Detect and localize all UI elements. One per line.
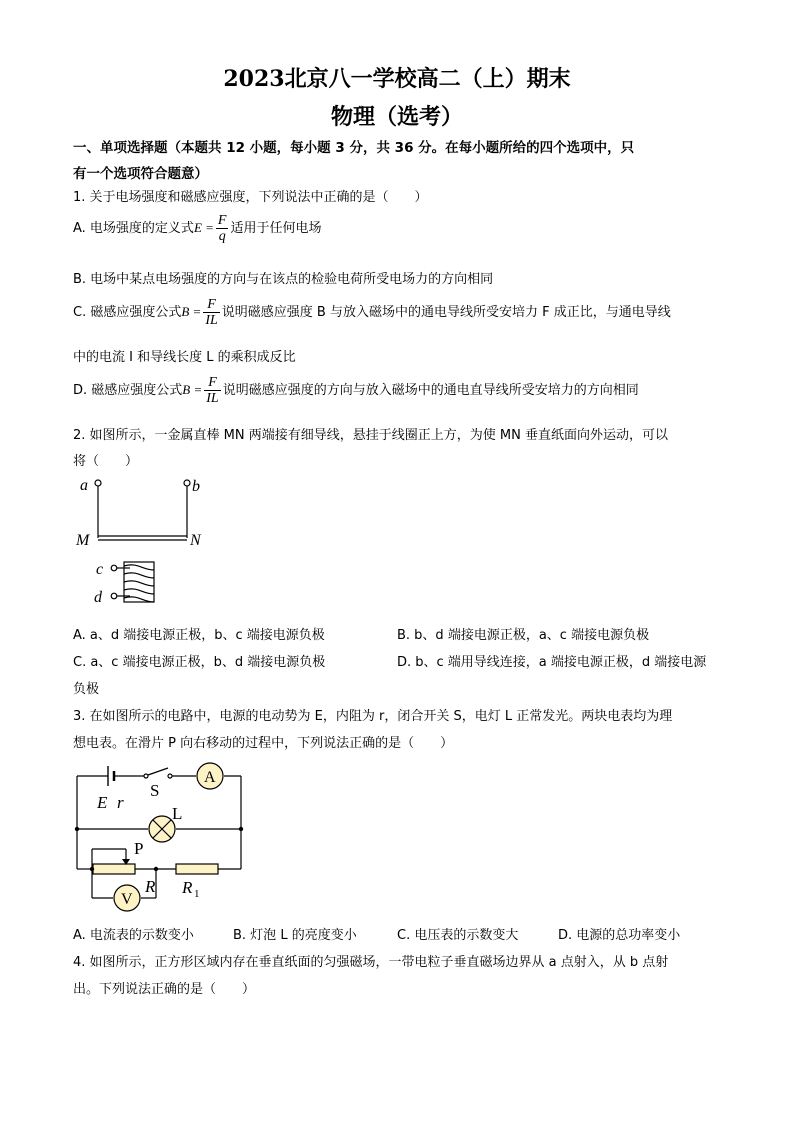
q2-option-d-line2: 负极: [73, 682, 100, 697]
q2-figure: [72, 470, 222, 610]
q1-option-c-tail: 说明磁感应强度 B 与放入磁场中的通电导线所受安培力 F 成正比，与通电导线: [221, 305, 671, 320]
q1-option-c-equation: B =: [181, 304, 202, 319]
label-p: P: [134, 839, 144, 858]
junction-dot: [154, 867, 158, 871]
q2-stem-line2: 将（ ）: [73, 454, 139, 469]
label-r: r: [117, 793, 124, 812]
junction-dot: [239, 827, 243, 831]
label-b: b: [192, 478, 200, 495]
label-d: d: [94, 589, 102, 606]
q3-stem-line2: 想电表。在滑片 P 向右移动的过程中，下列说法正确的是（ ）: [73, 736, 454, 751]
terminal-d: [111, 593, 117, 599]
label-a-meter: A: [204, 769, 216, 786]
q3-circuit-figure: [72, 758, 252, 918]
page-subtitle: 物理（选考）: [330, 104, 463, 130]
label-c: c: [96, 561, 104, 578]
q2-option-d: D. b、c 端用导线连接，a 端接电源正极，d 端接电源: [397, 655, 707, 670]
junction-dot: [75, 827, 79, 831]
label-a: a: [80, 477, 88, 494]
q1-option-c-text: C. 磁感应强度公式: [73, 305, 182, 320]
fraction-numerator: F: [204, 375, 220, 391]
q1-option-a-text: A. 电场强度的定义式: [73, 221, 194, 236]
q3-option-a: A. 电流表的示数变小: [73, 928, 194, 943]
q3-stem-line1: 3. 在如图所示的电路中，电源的电动势为 E，内阻为 r，闭合开关 S，电灯 L 正常发光。两块电表均为理: [73, 709, 673, 724]
q1-option-c: [73, 297, 671, 328]
section-heading-line1: 一、单项选择题（本题共 12 小题，每小题 3 分，共 36 分。在每小题所给的四个选项中，只: [73, 140, 635, 156]
resistor-r1: [176, 864, 218, 874]
q4-stem-line2: 出。下列说法正确的是（ ）: [73, 982, 256, 997]
switch-pivot: [144, 774, 148, 778]
q1-option-a: [73, 213, 321, 244]
fraction-denominator: IL: [206, 391, 219, 406]
label-s: S: [150, 781, 160, 800]
label-r-rheostat: R: [145, 877, 156, 896]
fraction-denominator: q: [218, 229, 226, 244]
q3-option-d: D. 电源的总功率变小: [558, 928, 681, 943]
terminal-b: [184, 480, 190, 486]
terminal-c: [111, 565, 117, 571]
q1-option-d-tail: 说明磁感应强度的方向与放入磁场中的通电直导线所受安培力的方向相同: [222, 383, 639, 398]
terminal-a: [95, 480, 101, 486]
label-e: E: [97, 793, 108, 812]
q1-stem: 1. 关于电场强度和磁感应强度，下列说法中正确的是（ ）: [73, 190, 428, 205]
fraction-denominator: IL: [205, 313, 218, 328]
label-r1-subscript: 1: [194, 888, 200, 900]
q3-option-c: C. 电压表的示数变大: [397, 928, 519, 943]
label-n: N: [190, 532, 201, 549]
section-heading-line2: 有一个选项符合题意）: [73, 166, 208, 182]
q1-option-b: B. 电场中某点电场强度的方向与在该点的检验电荷所受电场力的方向相同: [73, 272, 494, 287]
label-r1: R: [182, 878, 193, 897]
q1-option-a-tail: 适用于任何电场: [230, 221, 322, 236]
q1-option-a-fraction: [216, 213, 229, 244]
label-v-meter: V: [121, 891, 133, 908]
page-title: 2023北京八一学校高二（上）期末: [223, 66, 571, 92]
q1-option-d-equation: B =: [182, 382, 203, 397]
q2-option-c: C. a、c 端接电源正极，b、d 端接电源负极: [73, 655, 326, 670]
switch-blade: [148, 768, 168, 775]
junction-dot: [90, 867, 94, 871]
label-m: M: [76, 532, 90, 549]
q1-option-c-line2: 中的电流 I 和导线长度 L 的乘积成反比: [73, 350, 296, 365]
q2-option-b: B. b、d 端接电源正极，a、c 端接电源负极: [397, 628, 650, 643]
q1-option-c-fraction: [203, 297, 219, 328]
q4-stem-line1: 4. 如图所示，正方形区域内存在垂直纸面的匀强磁场，一带电粒子垂直磁场边界从 a 点射入，从 b 点射: [73, 955, 669, 970]
q3-option-b: B. 灯泡 L 的亮度变小: [233, 928, 357, 943]
label-l: L: [172, 804, 183, 823]
switch-contact: [168, 774, 172, 778]
q1-option-d: [73, 375, 639, 406]
q1-option-d-text: D. 磁感应强度公式: [73, 383, 183, 398]
q1-option-a-equation: E =: [193, 220, 214, 235]
q2-option-a: A. a、d 端接电源正极，b、c 端接电源负极: [73, 628, 325, 643]
q1-option-d-fraction: [204, 375, 220, 406]
rheostat-r: [93, 864, 135, 874]
fraction-numerator: F: [203, 297, 219, 313]
fraction-numerator: F: [217, 213, 227, 228]
q2-stem-line1: 2. 如图所示，一金属直棒 MN 两端接有细导线，悬挂于线圈正上方，为使 MN 垂直纸面向外运动，可以: [73, 428, 668, 443]
